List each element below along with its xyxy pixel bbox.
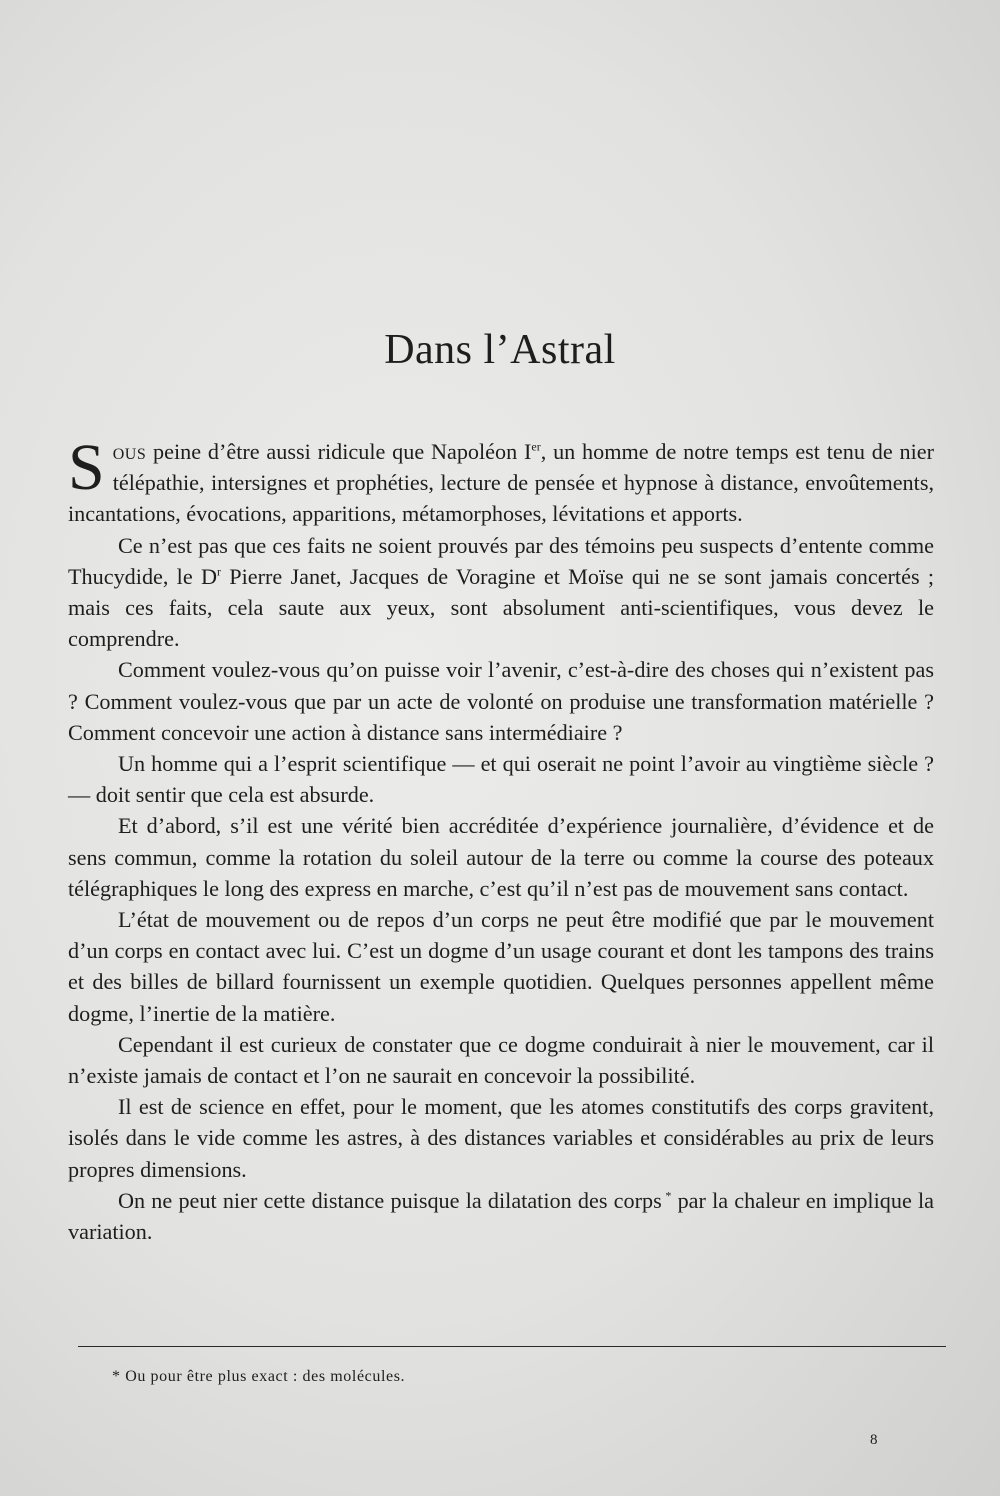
paragraph-1 (68, 431, 934, 530)
paragraph-1-smallcaps: ous (112, 439, 147, 464)
paragraph-8: Il est de science en effet, pour le moment, que les atomes constitutifs des corps gravitent, isolés dans le vide comme les astres, à des distances variables et considérables au prix de leurs propres dimensions. (68, 1094, 934, 1182)
footnote: * Ou pour être plus exact : des molécules. (112, 1368, 406, 1385)
paragraph-1-text-a: peine d’être aussi ridicule que Napoléon I (146, 439, 532, 464)
paragraph-1-text-b: , un homme de notre temps est tenu de nier télépathie, intersignes et prophéties, lecture de pensée et hypnose à distance, envoûtements, incantations, évocations, apparitions, métamorphoses, lévitations et apports. (68, 439, 934, 527)
drop-cap: S (68, 431, 105, 504)
paragraph-5: Et d’abord, s’il est une vérité bien accréditée d’expérience journalière, d’évidence et de sens commun, comme la rotation du soleil autour de la terre ou comme la course des poteaux télégraphiques le long des express en marche, c’est qu’il n’est pas de mouvement sans contact. (68, 813, 934, 901)
paragraph-9 (68, 1185, 934, 1247)
footnote-marker: * (661, 1188, 672, 1203)
paragraph-7: Cependant il est curieux de constater que ce dogme conduirait à nier le mouvement, car il n’existe jamais de contact et l’on ne saurait en concevoir la possibilité. (68, 1031, 934, 1089)
paragraph-2-superscript: r (216, 564, 221, 579)
page-title: Dans l’Astral (384, 327, 616, 373)
paragraph-4: Un homme qui a l’esprit scientifique — et qui oserait ne point l’avoir au vingtième siècle ? — doit sentir que cela est absurde. (68, 751, 934, 808)
paragraph-2-text-a: Ce n’est pas que ces faits ne soient prouvés par des témoins peu suspects d’entente comme Thucydide, le D (68, 532, 934, 589)
paragraph-2 (68, 530, 934, 655)
body-text (68, 431, 935, 1247)
page-number: 8 (870, 1432, 878, 1448)
footnote-divider (78, 1346, 946, 1347)
paragraph-1-superscript: er (531, 439, 541, 454)
paragraph-2-text-b: Pierre Janet, Jacques de Voragine et Moïse qui ne se sont jamais concertés ; mais ces faits, cela saute aux yeux, sont absolument anti-scientifiques, vous devez le comprendre. (68, 563, 935, 652)
paragraph-9-text-b: par la chaleur en implique la variation. (68, 1187, 934, 1245)
paragraph-6: L’état de mouvement ou de repos d’un corps ne peut être modifié que par le mouvement d’un corps en contact avec lui. C’est un dogme d’un usage courant et dont les tampons des trains et des billes de billard fournissent un exemple quotidien. Quelques personnes appellent même dogme, l’inertie de la matière. (68, 907, 934, 1026)
paragraph-3: Comment voulez-vous qu’on puisse voir l’avenir, c’est-à-dire des choses qui n’existent pas ? Comment voulez-vous que par un acte de volonté on produise une transformation matérielle ? Comment concevoir une action à distance sans intermédiaire ? (68, 657, 934, 745)
paragraph-9-text-a: On ne peut nier cette distance puisque la dilatation des corps (118, 1187, 662, 1213)
